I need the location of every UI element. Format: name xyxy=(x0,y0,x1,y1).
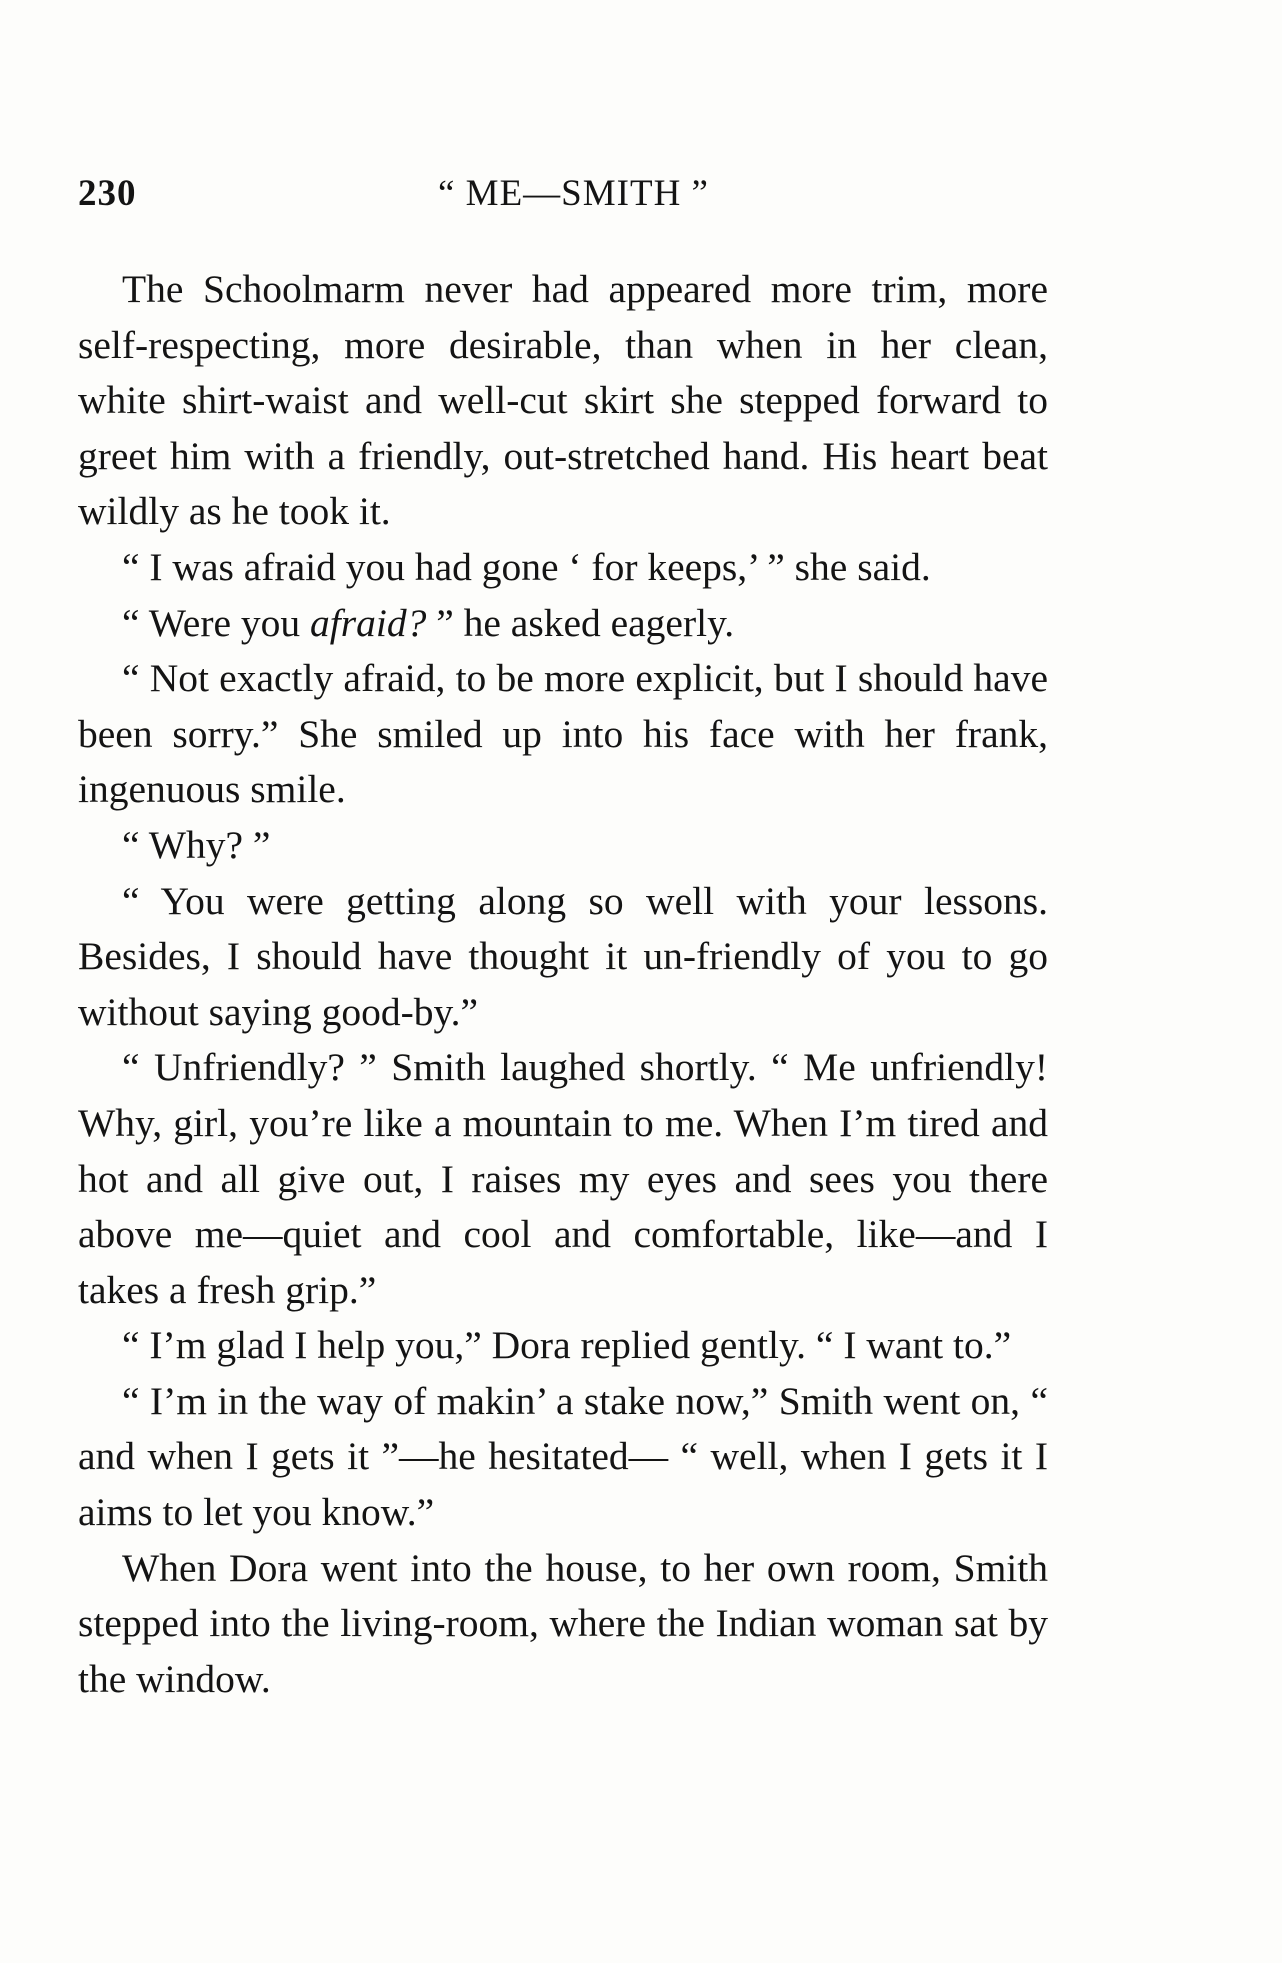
paragraph: The Schoolmarm never had appeared more trim, more self-respecting, more desirable, than when in her clean, white shirt-waist and well-cut skirt she stepped forward to greet him with a friendly, out-stretched hand. His heart beat wildly as he took it. xyxy=(78,267,1048,534)
paragraph: “ I’m in the way of makin’ a stake now,” Smith went on, “ and when I gets it ”—he hesitated— “ well, when I gets it I aims to let you know.” xyxy=(78,1378,1048,1535)
emphasis: afraid? xyxy=(310,600,427,645)
running-title: “ ME—SMITH ” xyxy=(438,173,709,214)
page-header xyxy=(78,172,1048,222)
paragraph: “ Why? ” xyxy=(122,822,271,867)
paragraph: “ I was afraid you had gone ‘ for keeps,’ ” she said. xyxy=(122,544,931,589)
page-number: 230 xyxy=(78,173,137,214)
paragraph: “ Unfriendly? ” Smith laughed shortly. “ Me unfriendly! Why, girl, you’re like a mountain to me. When I’m tired and hot and all give out, I raises my eyes and sees you there above me—quiet and cool and comfortable, like—and I takes a fresh grip.” xyxy=(78,1045,1048,1312)
paragraph: “ I’m glad I help you,” Dora replied gently. “ I want to.” xyxy=(122,1323,1012,1368)
paragraph: “ Not exactly afraid, to be more explicit, but I should have been sorry.” She smiled up into his face with her frank, ingenuous smile. xyxy=(78,656,1048,812)
paragraph: “ You were getting along so well with your lessons. Besides, I should have thought it un-friendly of you to go without saying good-by.” xyxy=(78,878,1048,1034)
paragraph xyxy=(78,596,1048,652)
paragraph-text: “ Were you xyxy=(122,600,301,645)
paragraph-text: ” he asked eagerly. xyxy=(426,600,735,645)
body-text xyxy=(78,262,1048,1707)
paragraph: When Dora went into the house, to her own room, Smith stepped into the living-room, where the Indian woman sat by the window. xyxy=(78,1545,1048,1701)
